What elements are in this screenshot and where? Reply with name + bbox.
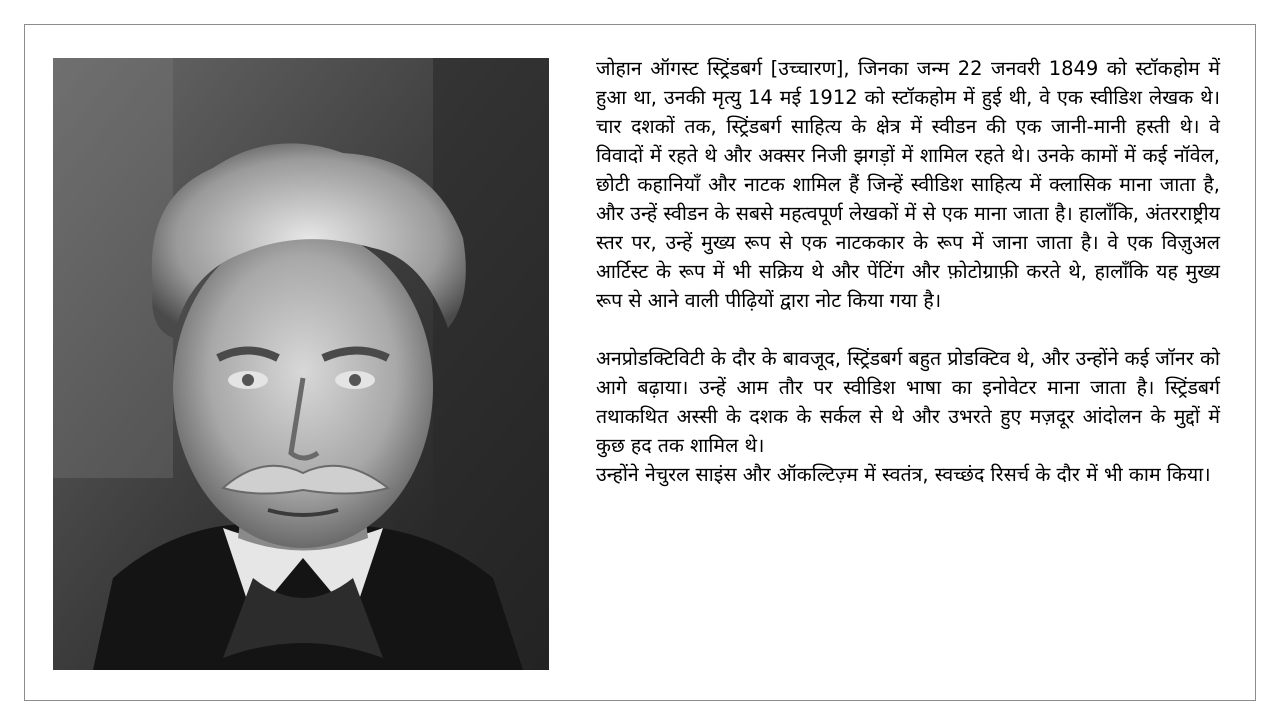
portrait-photo [53, 58, 549, 670]
paragraph-3: उन्होंने नेचुरल साइंस और ऑकल्टिज़्म में स्वतंत्र, स्वच्छंद रिसर्च के दौर में भी काम किया। [596, 463, 1211, 486]
biography-text [596, 54, 1220, 489]
paragraph-1: जोहान ऑगस्ट स्ट्रिंडबर्ग [उच्चारण], जिनका जन्म 22 जनवरी 1849 को स्टॉकहोम में हुआ था, उनकी मृत्यु 14 मई 1912 को स्टॉकहोम में हुई थी, वे एक स्वीडिश लेखक थे। चार दशकों तक, स्ट्रिंडबर्ग साहित्य के क्षेत्र में स्वीडन की एक जानी-मानी हस्ती थे। वे विवादों में रहते थे और अक्सर निजी झगड़ों में शामिल रहते थे। उनके कामों में कई नॉवेल, छोटी कहानियाँ और नाटक शामिल हैं जिन्हें स्वीडिश साहित्य में क्लासिक माना जाता है, और उन्हें स्वीडन के सबसे महत्वपूर्ण लेखकों में से एक माना जाता है। हालाँकि, अंतरराष्ट्रीय स्तर पर, उन्हें मुख्य रूप से एक नाटककार के रूप में जाना जाता है। वे एक विज़ुअल आर्टिस्ट के रूप में भी सक्रिय थे और पेंटिंग और फ़ोटोग्राफ़ी करते थे, हालाँकि यह मुख्य रूप से आने वाली पीढ़ियों द्वारा नोट किया गया है। [596, 57, 1220, 312]
portrait-photo-icon [53, 58, 549, 670]
paragraph-2: अनप्रोडक्टिविटी के दौर के बावजूद, स्ट्रिंडबर्ग बहुत प्रोडक्टिव थे, और उन्होंने कई जॉनर को आगे बढ़ाया। उन्हें आम तौर पर स्वीडिश भाषा का इनोवेटर माना जाता है। स्ट्रिंडबर्ग तथाकथित अस्सी के दशक के सर्कल से थे और उभरते हुए मज़दूर आंदोलन के मुद्दों में कुछ हद तक शामिल थे। [596, 347, 1220, 457]
